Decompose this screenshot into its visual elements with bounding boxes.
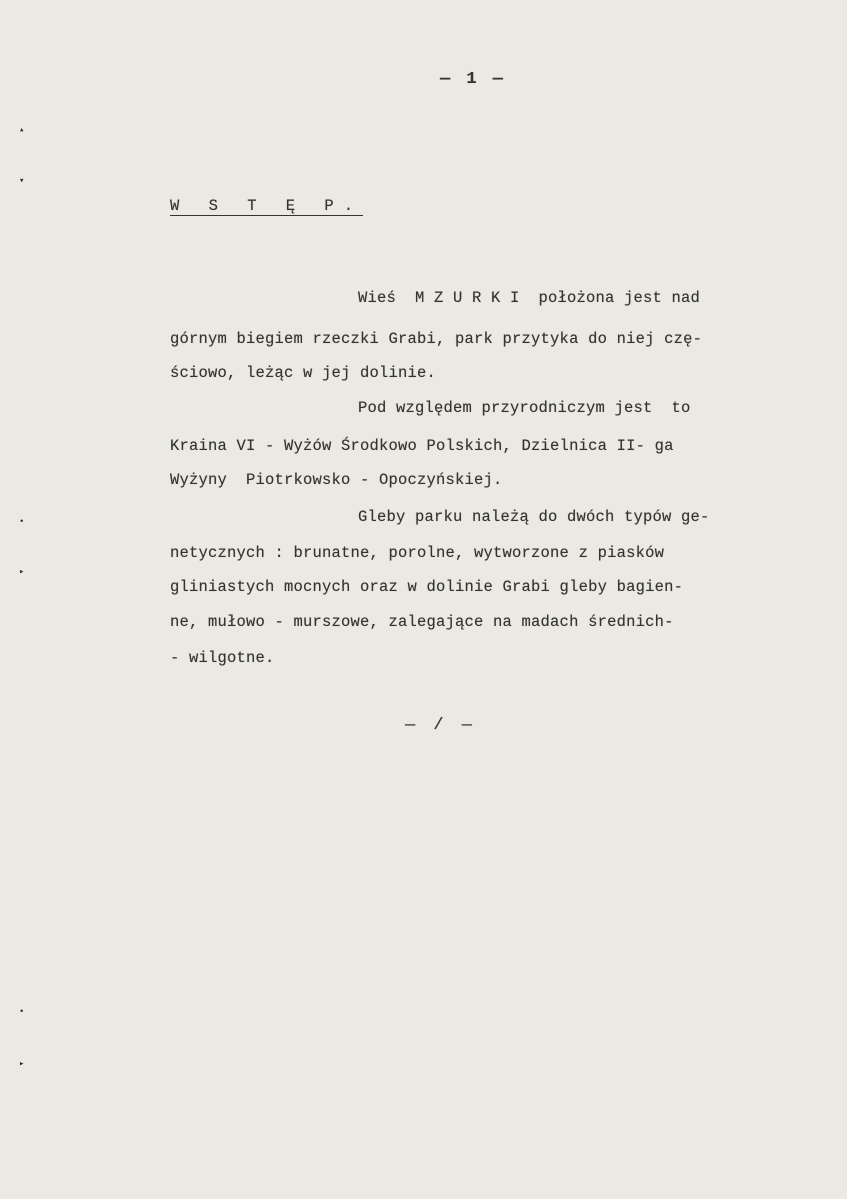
margin-mark: ▾ — [19, 176, 25, 186]
margin-mark: • — [19, 517, 25, 527]
paragraph-line: Wyżyny Piotrkowsko - Opoczyńskiej. — [170, 471, 503, 489]
margin-mark: ▴ — [19, 125, 25, 135]
paragraph-line: Wieś M Z U R K I położona jest nad — [358, 289, 701, 307]
paragraph-line: Kraina VI - Wyżów Środkowo Polskich, Dzielnica II- ga — [170, 437, 674, 455]
paragraph-line: Pod względem przyrodniczym jest to — [358, 399, 691, 417]
paragraph-line: netycznych : brunatne, porolne, wytworzone z piasków — [170, 544, 665, 562]
page-number: — 1 — — [440, 70, 507, 89]
paragraph-line: gliniastych mocnych oraz w dolinie Grabi gleby bagien- — [170, 578, 684, 596]
paragraph-line: górnym biegiem rzeczki Grabi, park przytyka do niej czę- — [170, 330, 703, 348]
margin-mark: ▸ — [19, 1059, 25, 1069]
paragraph-line: ściowo, leżąc w jej dolinie. — [170, 364, 437, 382]
margin-mark: • — [19, 1007, 25, 1017]
end-mark: — / — — [405, 716, 477, 735]
paragraph-line: ne, mułowo - murszowe, zalegające na madach średnich- — [170, 613, 674, 631]
section-heading: W S T Ę P. — [170, 197, 364, 215]
paragraph-line: - wilgotne. — [170, 649, 275, 667]
paragraph-line: Gleby parku należą do dwóch typów ge- — [358, 508, 710, 526]
margin-mark: ▸ — [19, 567, 25, 577]
